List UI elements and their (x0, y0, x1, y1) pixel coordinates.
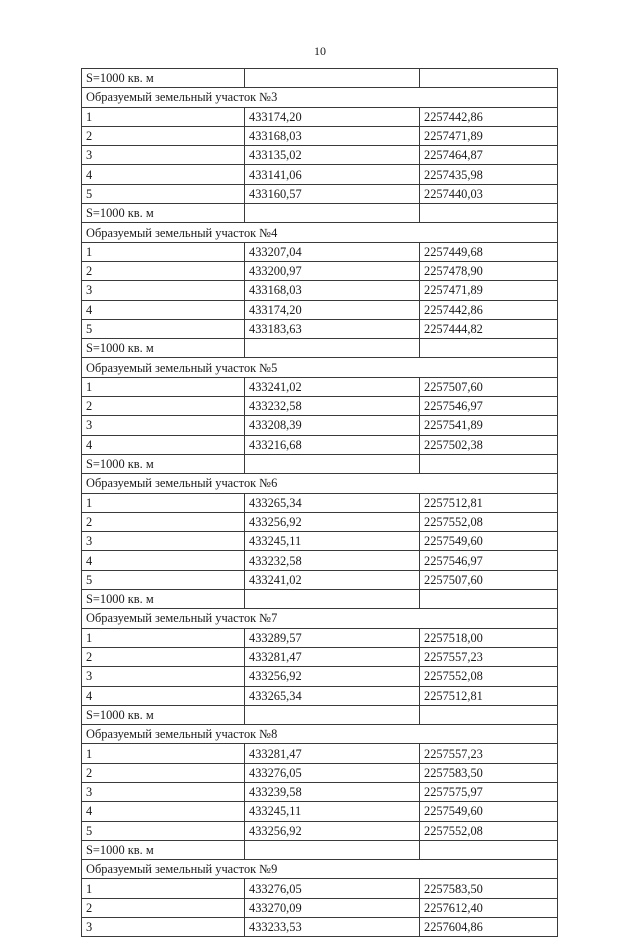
point-row (82, 744, 558, 763)
point-row (82, 918, 558, 937)
point-row (82, 512, 558, 531)
coordinate-y: 2257435,98 (420, 165, 558, 184)
coordinate-x: 433241,02 (245, 570, 420, 589)
point-row (82, 667, 558, 686)
point-number: 1 (82, 744, 245, 763)
point-number: 4 (82, 435, 245, 454)
point-number: 1 (82, 628, 245, 647)
plot-title-row (82, 474, 558, 493)
coordinate-y: 2257552,08 (420, 821, 558, 840)
coordinate-y: 2257557,23 (420, 647, 558, 666)
point-number: 2 (82, 512, 245, 531)
point-row (82, 647, 558, 666)
point-row (82, 493, 558, 512)
coordinate-y: 2257442,86 (420, 107, 558, 126)
coordinate-y: 2257518,00 (420, 628, 558, 647)
point-row (82, 802, 558, 821)
point-number: 5 (82, 570, 245, 589)
point-row (82, 397, 558, 416)
coordinate-y: 2257541,89 (420, 416, 558, 435)
plot-title-row (82, 725, 558, 744)
point-number: 3 (82, 146, 245, 165)
area-label: S=1000 кв. м (82, 840, 245, 859)
coordinate-y: 2257549,60 (420, 802, 558, 821)
coordinate-x: 433265,34 (245, 686, 420, 705)
empty-cell (245, 69, 420, 88)
coordinate-x: 433174,20 (245, 300, 420, 319)
point-row (82, 821, 558, 840)
coordinate-x: 433256,92 (245, 821, 420, 840)
empty-cell (420, 204, 558, 223)
coordinate-x: 433200,97 (245, 261, 420, 280)
point-row (82, 570, 558, 589)
coordinate-y: 2257444,82 (420, 319, 558, 338)
point-row (82, 628, 558, 647)
point-number: 3 (82, 532, 245, 551)
point-row (82, 300, 558, 319)
point-number: 2 (82, 898, 245, 917)
coordinate-y: 2257552,08 (420, 667, 558, 686)
plot-title: Образуемый земельный участок №4 (82, 223, 558, 242)
plot-title: Образуемый земельный участок №5 (82, 358, 558, 377)
coordinate-x: 433265,34 (245, 493, 420, 512)
coordinate-y: 2257442,86 (420, 300, 558, 319)
area-label: S=1000 кв. м (82, 339, 245, 358)
point-row (82, 551, 558, 570)
coordinate-x: 433216,68 (245, 435, 420, 454)
empty-cell (420, 69, 558, 88)
point-row (82, 377, 558, 396)
coordinate-x: 433276,05 (245, 763, 420, 782)
point-row (82, 126, 558, 145)
empty-cell (420, 590, 558, 609)
plot-title-row (82, 88, 558, 107)
plot-title-row (82, 609, 558, 628)
point-row (82, 242, 558, 261)
area-label: S=1000 кв. м (82, 69, 245, 88)
area-row (82, 454, 558, 473)
point-number: 2 (82, 261, 245, 280)
point-number: 5 (82, 821, 245, 840)
plot-title-row (82, 358, 558, 377)
coordinate-y: 2257478,90 (420, 261, 558, 280)
coordinate-x: 433281,47 (245, 647, 420, 666)
coordinate-y: 2257512,81 (420, 493, 558, 512)
point-number: 1 (82, 242, 245, 261)
coordinate-y: 2257604,86 (420, 918, 558, 937)
page-number: 10 (314, 44, 326, 58)
area-row (82, 705, 558, 724)
coordinate-x: 433256,92 (245, 512, 420, 531)
point-number: 2 (82, 126, 245, 145)
point-number: 4 (82, 300, 245, 319)
point-number: 4 (82, 686, 245, 705)
coordinate-x: 433208,39 (245, 416, 420, 435)
point-row (82, 281, 558, 300)
area-label: S=1000 кв. м (82, 590, 245, 609)
empty-cell (420, 454, 558, 473)
point-number: 3 (82, 667, 245, 686)
empty-cell (420, 339, 558, 358)
coordinate-y: 2257507,60 (420, 570, 558, 589)
coordinate-x: 433276,05 (245, 879, 420, 898)
point-number: 2 (82, 647, 245, 666)
point-number: 2 (82, 763, 245, 782)
plot-title: Образуемый земельный участок №8 (82, 725, 558, 744)
coordinate-y: 2257502,38 (420, 435, 558, 454)
coordinate-x: 433289,57 (245, 628, 420, 647)
plot-title: Образуемый земельный участок №6 (82, 474, 558, 493)
coordinate-x: 433239,58 (245, 782, 420, 801)
area-label: S=1000 кв. м (82, 204, 245, 223)
point-row (82, 107, 558, 126)
coordinate-x: 433241,02 (245, 377, 420, 396)
coordinate-x: 433168,03 (245, 126, 420, 145)
plot-title: Образуемый земельный участок №9 (82, 860, 558, 879)
point-row (82, 165, 558, 184)
coordinates-table-body (82, 69, 558, 937)
point-number: 4 (82, 165, 245, 184)
point-number: 1 (82, 493, 245, 512)
point-row (82, 146, 558, 165)
point-row (82, 261, 558, 280)
empty-cell (245, 590, 420, 609)
coordinate-x: 433207,04 (245, 242, 420, 261)
empty-cell (245, 705, 420, 724)
coordinate-y: 2257549,60 (420, 532, 558, 551)
coordinate-x: 433245,11 (245, 532, 420, 551)
area-row (82, 339, 558, 358)
empty-cell (420, 705, 558, 724)
plot-title-row (82, 860, 558, 879)
coordinate-x: 433245,11 (245, 802, 420, 821)
coordinate-y: 2257612,40 (420, 898, 558, 917)
coordinate-y: 2257557,23 (420, 744, 558, 763)
coordinate-y: 2257546,97 (420, 551, 558, 570)
plot-title-row (82, 223, 558, 242)
point-number: 3 (82, 918, 245, 937)
coordinate-x: 433270,09 (245, 898, 420, 917)
point-row (82, 184, 558, 203)
coordinate-x: 433141,06 (245, 165, 420, 184)
coordinate-y: 2257440,03 (420, 184, 558, 203)
point-number: 5 (82, 319, 245, 338)
coordinate-y: 2257575,97 (420, 782, 558, 801)
point-row (82, 416, 558, 435)
point-number: 3 (82, 416, 245, 435)
coordinate-y: 2257471,89 (420, 281, 558, 300)
coordinate-y: 2257471,89 (420, 126, 558, 145)
area-row (82, 204, 558, 223)
coordinate-x: 433232,58 (245, 551, 420, 570)
point-row (82, 879, 558, 898)
plot-title: Образуемый земельный участок №7 (82, 609, 558, 628)
coordinate-x: 433233,53 (245, 918, 420, 937)
coordinate-x: 433174,20 (245, 107, 420, 126)
coordinate-x: 433168,03 (245, 281, 420, 300)
coordinate-y: 2257546,97 (420, 397, 558, 416)
coordinate-y: 2257464,87 (420, 146, 558, 165)
point-number: 2 (82, 397, 245, 416)
area-label: S=1000 кв. м (82, 454, 245, 473)
point-row (82, 898, 558, 917)
coordinate-x: 433135,02 (245, 146, 420, 165)
point-row (82, 319, 558, 338)
point-row (82, 782, 558, 801)
area-row (82, 840, 558, 859)
coordinate-y: 2257583,50 (420, 879, 558, 898)
point-number: 1 (82, 107, 245, 126)
coordinate-x: 433256,92 (245, 667, 420, 686)
point-number: 3 (82, 281, 245, 300)
empty-cell (245, 454, 420, 473)
coordinate-x: 433160,57 (245, 184, 420, 203)
point-number: 4 (82, 551, 245, 570)
area-label: S=1000 кв. м (82, 705, 245, 724)
coordinate-y: 2257583,50 (420, 763, 558, 782)
point-row (82, 435, 558, 454)
empty-cell (245, 339, 420, 358)
point-row (82, 686, 558, 705)
coordinate-y: 2257512,81 (420, 686, 558, 705)
point-row (82, 532, 558, 551)
empty-cell (420, 840, 558, 859)
point-number: 3 (82, 782, 245, 801)
coordinate-x: 433281,47 (245, 744, 420, 763)
coordinate-x: 433183,63 (245, 319, 420, 338)
coordinates-table (81, 68, 558, 937)
coordinate-y: 2257507,60 (420, 377, 558, 396)
point-number: 5 (82, 184, 245, 203)
coordinate-y: 2257552,08 (420, 512, 558, 531)
empty-cell (245, 840, 420, 859)
point-number: 1 (82, 879, 245, 898)
area-row (82, 590, 558, 609)
empty-cell (245, 204, 420, 223)
coordinate-y: 2257449,68 (420, 242, 558, 261)
point-number: 4 (82, 802, 245, 821)
coordinate-x: 433232,58 (245, 397, 420, 416)
plot-title: Образуемый земельный участок №3 (82, 88, 558, 107)
point-row (82, 763, 558, 782)
area-row (82, 69, 558, 88)
point-number: 1 (82, 377, 245, 396)
